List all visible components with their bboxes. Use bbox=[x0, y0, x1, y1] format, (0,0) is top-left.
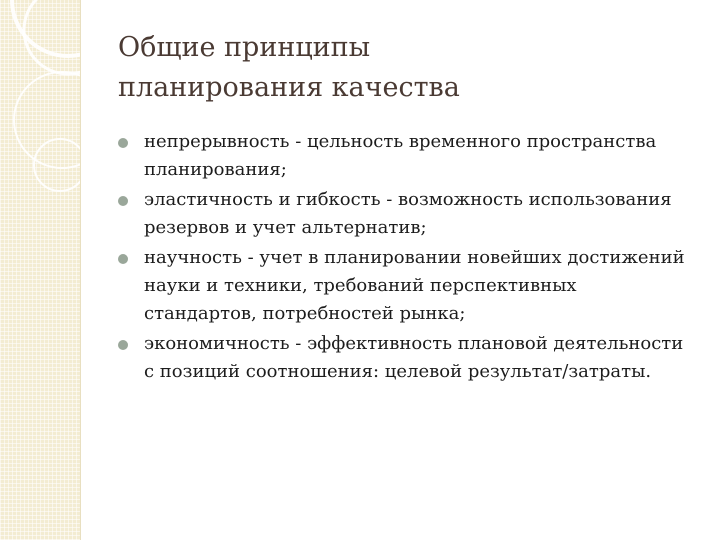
list-item-text: непрерывность - цельность временного пространства планирования; bbox=[144, 131, 657, 180]
bullet-dot-icon bbox=[118, 254, 128, 264]
list-item bbox=[118, 186, 693, 242]
decorative-rings-icon bbox=[0, 0, 80, 540]
list-item-text: эластичность и гибкость - возможность использования резервов и учет альтернатив; bbox=[144, 189, 672, 238]
slide-title-line-1: Общие принципы bbox=[118, 32, 371, 63]
list-item bbox=[118, 244, 693, 328]
list-item-text: научность - учет в планировании новейших достижений науки и техники, требований перспективных стандартов, потребностей рынка; bbox=[144, 247, 685, 324]
list-item bbox=[118, 330, 693, 386]
bullet-dot-icon bbox=[118, 340, 128, 350]
decorative-side-strip bbox=[0, 0, 81, 540]
list-item bbox=[118, 128, 693, 184]
bullet-dot-icon bbox=[118, 196, 128, 206]
principles-list bbox=[118, 128, 693, 388]
slide-title bbox=[118, 28, 678, 108]
list-item-text: экономичность - эффективность плановой деятельности с позиций соотношения: целевой результат/затраты. bbox=[144, 333, 684, 382]
bullet-dot-icon bbox=[118, 138, 128, 148]
slide-title-line-2: планирования качества bbox=[118, 72, 460, 103]
